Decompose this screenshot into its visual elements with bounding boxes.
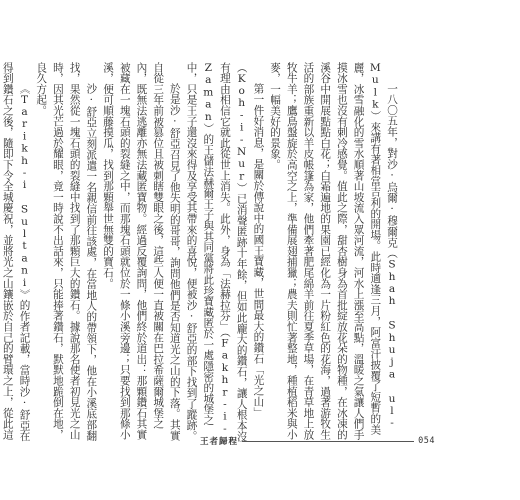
footer-divider	[242, 441, 414, 442]
paragraph: 沙·舒亞立刻派遣一名親信前往該處，在當地人的帶領下，他在小溪底部翻找，果然從一塊石頭的裂縫中找到了那顆巨大的鑽石。據說那名使者初見光之山時，因其光芒過於耀眼，竟一時說不出話來，只能捧著鑽石，默默地跪倒在地，良久方起。	[35, 62, 98, 441]
paragraph: 於是沙·舒亞召見了他失明的哥哥，詢問他們是否知道光之山的下落。其實自從三年前被篡位且被刺瞎雙眼之後，這些人便一直被關在巴拉希薩爾城堡之內，既無法逃離亦無法藏匿寶物。經過反覆詢問，他們終於道出：那顆鑽石其實被藏在一塊石頭的裂縫之中，而那塊石頭就位於一條小溪旁邊；只要找到那條小溪，便可順藤摸瓜，找到那顆舉世無雙的寶石。	[102, 62, 181, 441]
running-title: 王者歸程	[200, 437, 239, 447]
page-number: 054	[418, 436, 435, 446]
page-footer	[200, 434, 435, 448]
paragraph: 一八〇五年，對沙·烏爾·穆爾克（Shah Shuja ul-Mulk）來講有著相當吉利的開場。此時適逢三月，阿富汗披覆了短暫的美麗，冰雪融化的雪水順著山坡流入眾河流，河水上漲至高點，溫暖之氣讓人們手摸冰雪也沒有刺冷感覺。值此之際，甜杏樹身為首批綻放花朵的物種，在冰凍的溪谷中開展點點白花；白霜遍地的果園已經化為一片粉紅色的花海，過著游牧生活的部族重新以羊皮帳篷為家，他們牽著肥尾綿羊前往夏季草場，在青草地上放牧牛羊；鷹鳥盤旋於高空之上，準備展翅捕獵；農夫則忙著整地，種植稻米與小麥，一幅美好的景象。	[269, 62, 398, 440]
body-text	[0, 62, 400, 442]
paragraph: 《Tarikh-i Sultani》的作者記載，當時沙·舒亞在得到鑽石之後，隨即下令全城慶祝，並將光之山鑲嵌於自己的臂環之上，從此這	[1, 62, 31, 442]
paragraph: 第一件好消息，是關於傳說中的國王寶藏，世間最大的鑽石「光之山」（Koh-i-Nur）已消聲匿跡十年餘，但如此龐大的鑽石，讓人根本沒有理由相信它就此從世上消失。此外，身為「法赫拉芬」（Fakhr-i-Zaman）的王儲法赫爾王子與其同黨將此珍寶藏匿於一處隱密的城堡之中，只是王子還沒來得及享受其帶來的喜悅，便被沙·舒亞的部下找到了蹤跡。	[185, 62, 265, 442]
